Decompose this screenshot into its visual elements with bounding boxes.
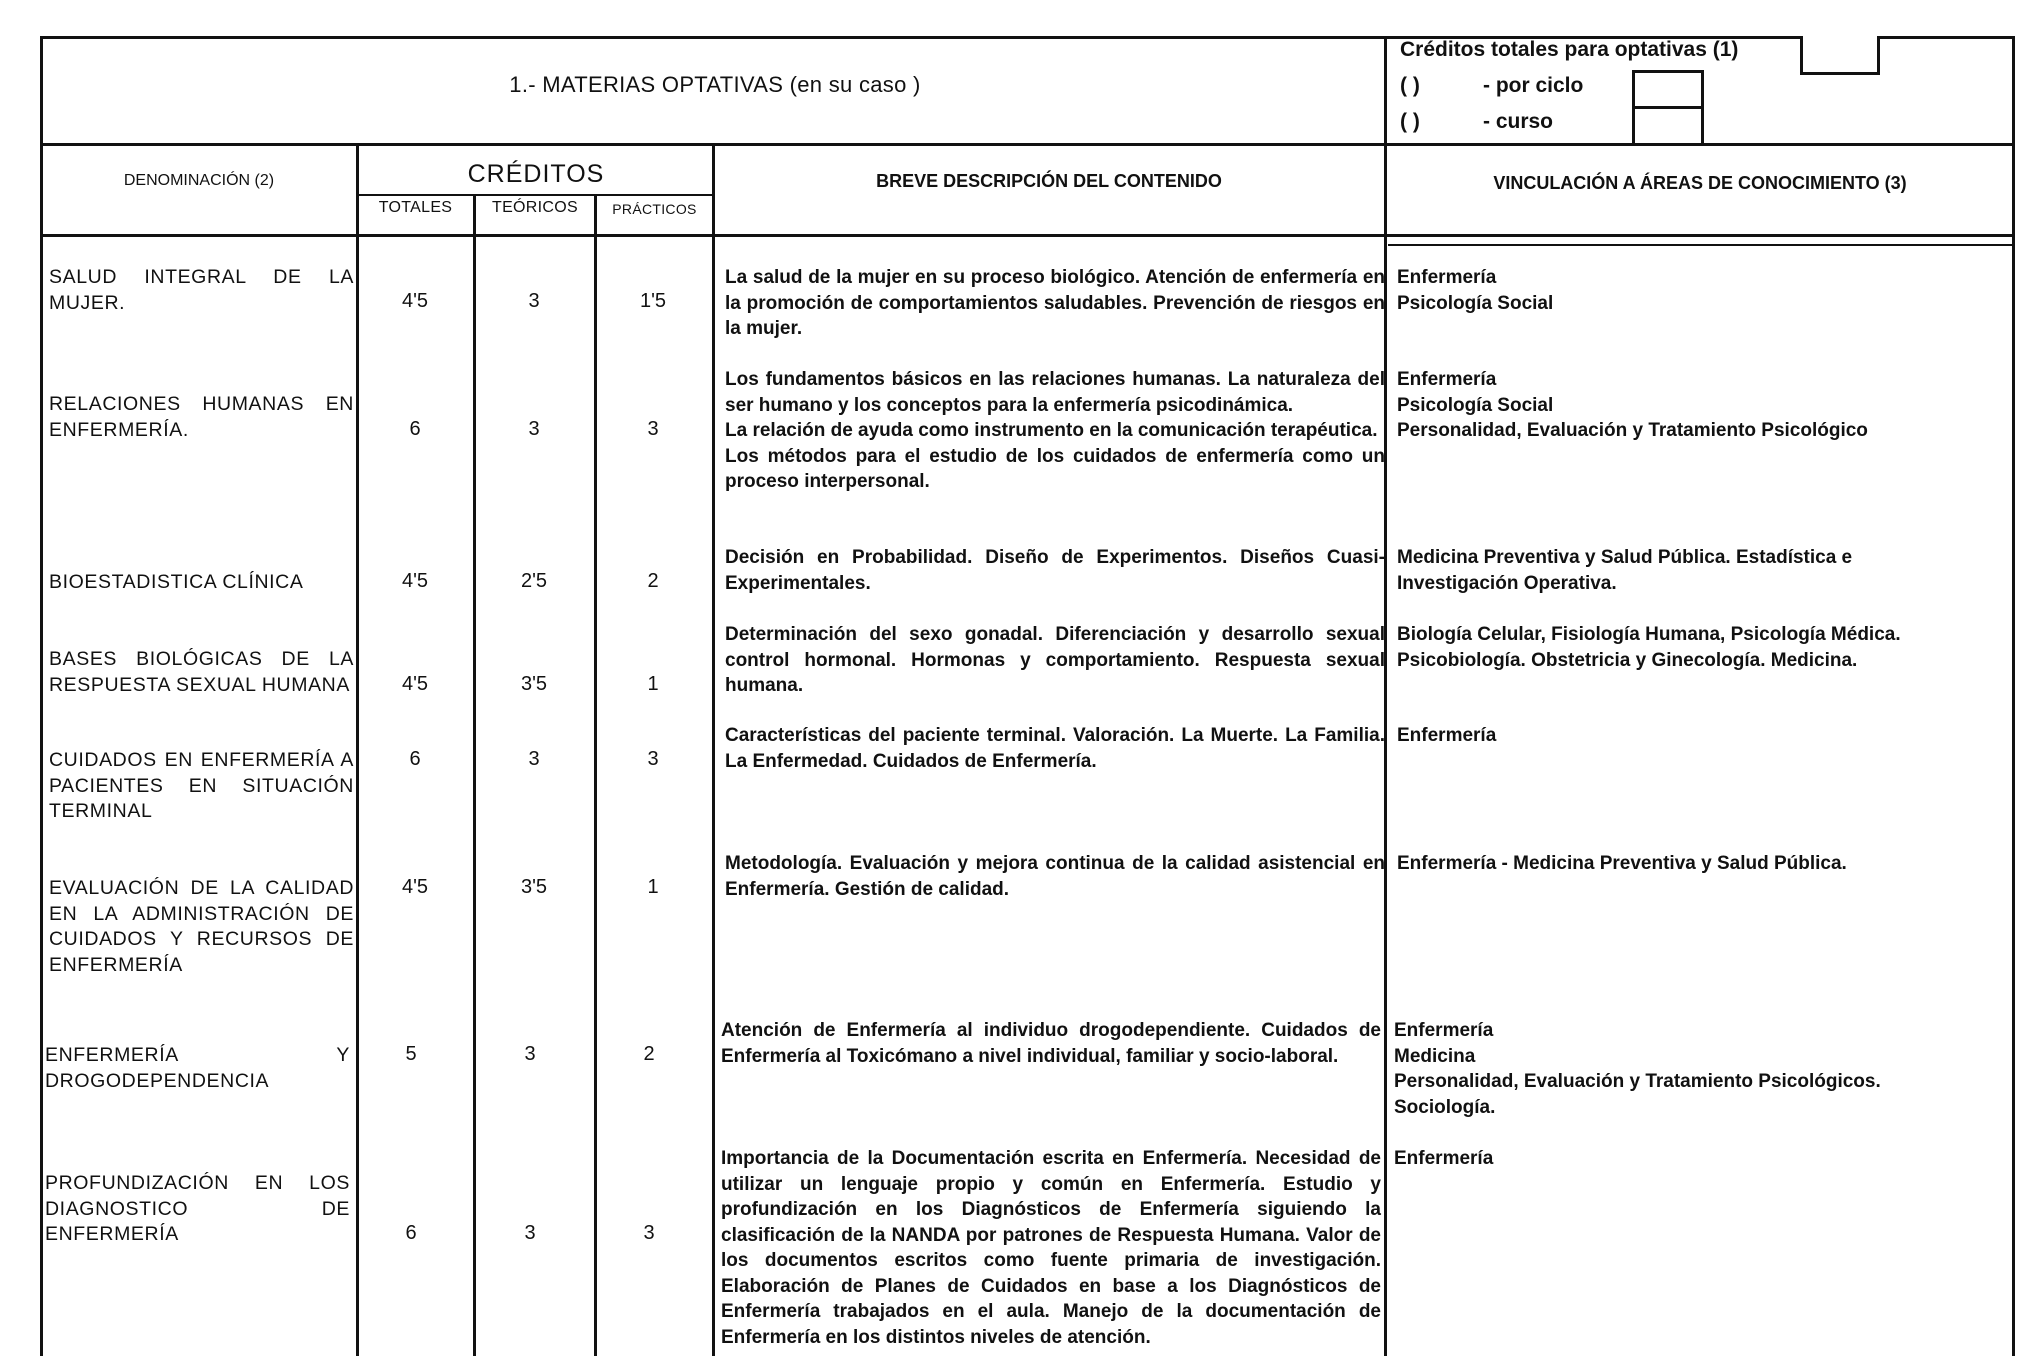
knowledge-area: Enfermería — [1394, 1020, 1494, 1041]
knowledge-area: Medicina — [1394, 1045, 1476, 1067]
credits-totales: 6 — [409, 418, 421, 440]
knowledge-area: Enfermería - Medicina Preventiva y Salud Pública. — [1397, 853, 1847, 874]
subject-name: EVALUACIÓN DE LA CALIDAD EN LA ADMINISTRACIÓN DE CUIDADOS Y RECURSOS DE ENFERMERÍA — [49, 877, 354, 976]
knowledge-area: Medicina Preventiva y Salud Pública. Estadística e — [1397, 547, 1853, 568]
subject-name: BIOESTADISTICA CLÍNICA — [49, 571, 304, 593]
credits-teoricos: 3 — [528, 290, 540, 312]
subheader-divider — [40, 234, 2015, 237]
subject-name: SALUD INTEGRAL DE LA MUJER. — [49, 266, 354, 314]
credits-teoricos: 2'5 — [520, 570, 548, 592]
header-divider — [40, 143, 2015, 146]
knowledge-area: Psicología Social — [1397, 394, 1554, 416]
description-paragraph: Decisión en Probabilidad. Diseño de Experimentos. Diseños Cuasi-Experimentales. — [725, 547, 1385, 594]
credits-total-box — [1800, 36, 1880, 75]
subject-description — [725, 851, 1385, 902]
credits-teoricos: 3'5 — [520, 673, 548, 695]
credits-practicos: 2 — [643, 1043, 655, 1065]
credits-practicos: 1 — [647, 876, 659, 898]
col-header-totales: TOTALES — [378, 199, 453, 216]
description-paragraph: Importancia de la Documentación escrita en Enfermería. Necesidad de utilizar un lenguaje propio y común en Enfermería. Estudio y profundización en los Diagnósticos de Enfermería siguiendo la clasificación de la NANDA por patrones de Respuesta Humana. Valor de los documentos escritos como fuente primaria de investigación. Elaboración de Planes de Cuidados en base a los Diagnósticos de Enfermería trabajados en el aula. Manejo de la documentación de Enfermería en los distintos niveles de atención. — [721, 1148, 1381, 1348]
subject-name: RELACIONES HUMANAS EN ENFERMERÍA. — [49, 393, 354, 441]
per-cycle-label: - por ciclo — [1483, 74, 1584, 97]
credits-total-label: Créditos totales para optativas (1) — [1400, 38, 1739, 61]
credits-totales: 6 — [405, 1222, 417, 1244]
knowledge-areas — [1397, 723, 2017, 749]
col-header-vinculacion: VINCULACIÓN A ÁREAS DE CONOCIMIENTO (3) — [1493, 173, 1907, 193]
per-course-box — [1632, 106, 1704, 146]
col-divider-totales — [473, 196, 476, 1356]
knowledge-areas — [1397, 367, 2017, 444]
description-paragraph: La salud de la mujer en su proceso biológico. Atención de enfermería en la promoción de comportamientos saludables. Prevención de riesgos en la mujer. — [725, 267, 1385, 339]
knowledge-area: Enfermería — [1397, 267, 1497, 288]
subject-name: BASES BIOLÓGICAS DE LA RESPUESTA SEXUAL HUMANA — [49, 648, 354, 696]
description-paragraph: Los fundamentos básicos en las relaciones humanas. La naturaleza del ser humano y los conceptos para la enfermería psicodinámica. — [725, 369, 1385, 416]
per-course-paren: ( ) — [1400, 110, 1420, 133]
subject-name: CUIDADOS EN ENFERMERÍA A PACIENTES EN SITUACIÓN TERMINAL — [49, 749, 354, 822]
knowledge-area: Enfermería — [1397, 725, 1497, 746]
knowledge-areas — [1394, 1018, 2014, 1120]
creditos-divider — [358, 194, 714, 196]
description-paragraph: Determinación del sexo gonadal. Diferenciación y desarrollo sexual control hormonal. Hormonas y comportamiento. Respuesta sexual humana. — [725, 624, 1385, 696]
subject-description — [725, 723, 1385, 774]
col-header-teoricos: TEÓRICOS — [492, 199, 578, 216]
description-paragraph: La relación de ayuda como instrumento en la comunicación terapéutica. — [725, 420, 1378, 441]
page-title: 1.- MATERIAS OPTATIVAS (en su caso ) — [509, 72, 921, 97]
credits-totales: 6 — [409, 748, 421, 770]
per-cycle-paren: ( ) — [1400, 74, 1420, 97]
credits-teoricos: 3 — [528, 748, 540, 770]
credits-totales: 4'5 — [401, 290, 429, 312]
subject-description — [725, 367, 1385, 495]
knowledge-areas — [1397, 545, 2017, 596]
subject-description — [721, 1146, 1381, 1350]
subject-description — [725, 622, 1385, 699]
col-divider-practicos — [712, 143, 715, 1356]
credits-practicos: 3 — [647, 748, 659, 770]
knowledge-area: Psicología Social — [1397, 292, 1554, 314]
credits-totales: 4'5 — [401, 876, 429, 898]
credits-teoricos: 3 — [528, 418, 540, 440]
subject-description — [721, 1018, 1381, 1069]
subject-description — [725, 265, 1385, 342]
knowledge-area: Sociología. — [1394, 1096, 1496, 1118]
col-header-practicos: PRÁCTICOS — [612, 201, 697, 217]
knowledge-area: Personalidad, Evaluación y Tratamiento Psicológicos. — [1394, 1071, 1881, 1092]
subject-name: ENFERMERÍA Y DROGODEPENDENCIA — [45, 1044, 350, 1092]
credits-teoricos: 3'5 — [520, 876, 548, 898]
description-paragraph: Metodología. Evaluación y mejora continua de la calidad asistencial en Enfermería. Gestión de calidad. — [725, 853, 1385, 900]
credits-practicos: 3 — [647, 418, 659, 440]
credits-practicos: 3 — [643, 1222, 655, 1244]
col-divider-name — [356, 143, 359, 1356]
col-header-denominacion: DENOMINACIÓN (2) — [123, 172, 275, 189]
knowledge-area: Enfermería — [1397, 369, 1497, 390]
knowledge-areas — [1397, 265, 2017, 316]
knowledge-areas — [1394, 1146, 2014, 1172]
credits-total-row — [1400, 38, 1738, 68]
description-paragraph: Características del paciente terminal. Valoración. La Muerte. La Familia. La Enfermedad. Cuidados de Enfermería. — [725, 725, 1385, 772]
description-paragraph: Los métodos para el estudio de los cuidados de enfermería como un proceso interpersonal. — [725, 445, 1385, 492]
knowledge-area: Personalidad, Evaluación y Tratamiento Psicológico — [1397, 420, 1868, 441]
credits-totales: 5 — [405, 1043, 417, 1065]
credits-totales: 4'5 — [401, 673, 429, 695]
description-paragraph: Atención de Enfermería al individuo drogodependiente. Cuidados de Enfermería al Toxicómano a nivel individual, familiar y socio-laboral. — [721, 1020, 1381, 1067]
knowledge-area: Enfermería — [1394, 1148, 1494, 1169]
credits-totales: 4'5 — [401, 570, 429, 592]
subject-description — [725, 545, 1385, 596]
area-column-topline — [1388, 244, 2015, 246]
per-course-label: - curso — [1483, 110, 1554, 133]
col-header-descripcion: BREVE DESCRIPCIÓN DEL CONTENIDO — [876, 171, 1222, 191]
table-left-border — [40, 36, 43, 1356]
knowledge-areas — [1397, 622, 2017, 673]
knowledge-areas — [1397, 851, 2017, 877]
knowledge-area: Psicobiología. Obstetricia y Ginecología. Medicina. — [1397, 649, 1858, 671]
col-header-creditos: CRÉDITOS — [467, 160, 605, 188]
credits-practicos: 2 — [647, 570, 659, 592]
credits-practicos: 1 — [647, 673, 659, 695]
col-divider-teoricos — [594, 196, 597, 1356]
knowledge-area: Biología Celular, Fisiología Humana, Psicología Médica. — [1397, 624, 1901, 645]
subject-name: PROFUNDIZACIÓN EN LOS DIAGNOSTICO DE ENFERMERÍA — [45, 1172, 350, 1245]
credits-practicos: 1'5 — [639, 290, 667, 312]
credits-teoricos: 3 — [524, 1043, 536, 1065]
knowledge-area: Investigación Operativa. — [1397, 572, 1617, 594]
credits-teoricos: 3 — [524, 1222, 536, 1244]
